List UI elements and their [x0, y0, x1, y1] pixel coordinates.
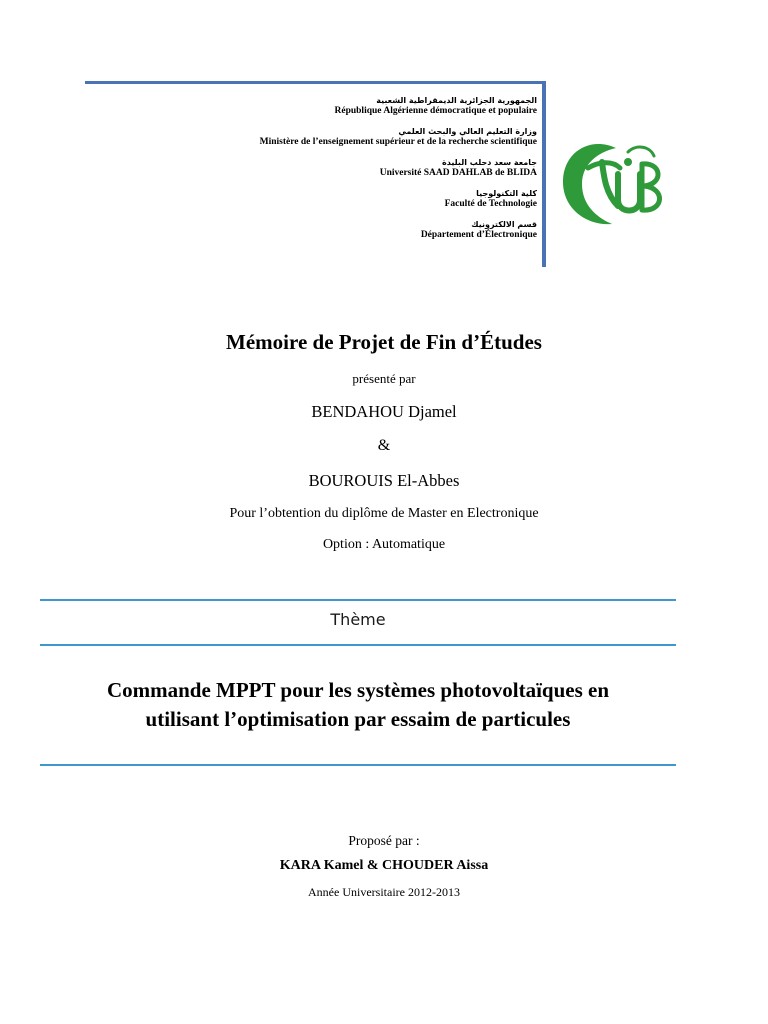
header-top-rule: [85, 81, 546, 84]
theme-top-rule: [40, 599, 676, 601]
proposed-by: Proposé par :: [348, 833, 420, 848]
faculty-group: [117, 188, 537, 210]
country-arabic: الجمهورية الجزائرية الديمقراطية الشعبية: [376, 96, 537, 105]
country-french: République Algérienne démocratique et populaire: [334, 106, 537, 116]
header-side-rule: [542, 81, 546, 267]
university-logo-icon: [558, 134, 670, 229]
thesis-title: Mémoire de Projet de Fin d’Études: [226, 330, 542, 354]
thesis-subject: [40, 676, 676, 734]
degree-statement: Pour l’obtention du diplôme de Master en Electronique: [229, 506, 539, 521]
theme-middle-rule: [40, 644, 676, 646]
author-1: BENDAHOU Djamel: [311, 402, 457, 421]
ministry-french: Ministère de l’enseignement supérieur et de la recherche scientifique: [259, 137, 537, 147]
subject-line-1: Commande MPPT pour les systèmes photovoltaïques en: [106, 678, 610, 702]
department-french: Département d’Électronique: [420, 230, 537, 240]
ministry-arabic: وزارة التعليم العالي والبحث العلمي: [398, 127, 537, 136]
university-arabic: جامعة سعد دحلب البليدة: [442, 158, 537, 167]
theme-label: Thème: [330, 610, 386, 629]
degree-option: Option : Automatique: [322, 537, 446, 552]
department-group: [117, 219, 537, 241]
ministry-group: [117, 126, 537, 148]
subject-line-2: utilisant l’optimisation par essaim de particules: [145, 707, 571, 731]
university-group: [117, 157, 537, 179]
academic-year: Année Universitaire 2012-2013: [308, 885, 460, 899]
department-arabic: قسم الالكترونيك: [471, 220, 537, 229]
university-french: Université SAAD DAHLAB de BLIDA: [379, 168, 537, 178]
faculty-arabic: كلية التكنولوجيا: [476, 189, 537, 198]
country-group: [117, 95, 537, 117]
presented-by: présenté par: [352, 371, 416, 386]
faculty-french: Faculté de Technologie: [444, 199, 537, 209]
author-separator: &: [377, 437, 391, 454]
institution-header: [117, 95, 537, 250]
author-2: BOUROUIS El-Abbes: [308, 471, 460, 490]
theme-bottom-rule: [40, 764, 676, 766]
supervisors: KARA Kamel & CHOUDER Aissa: [279, 858, 489, 873]
